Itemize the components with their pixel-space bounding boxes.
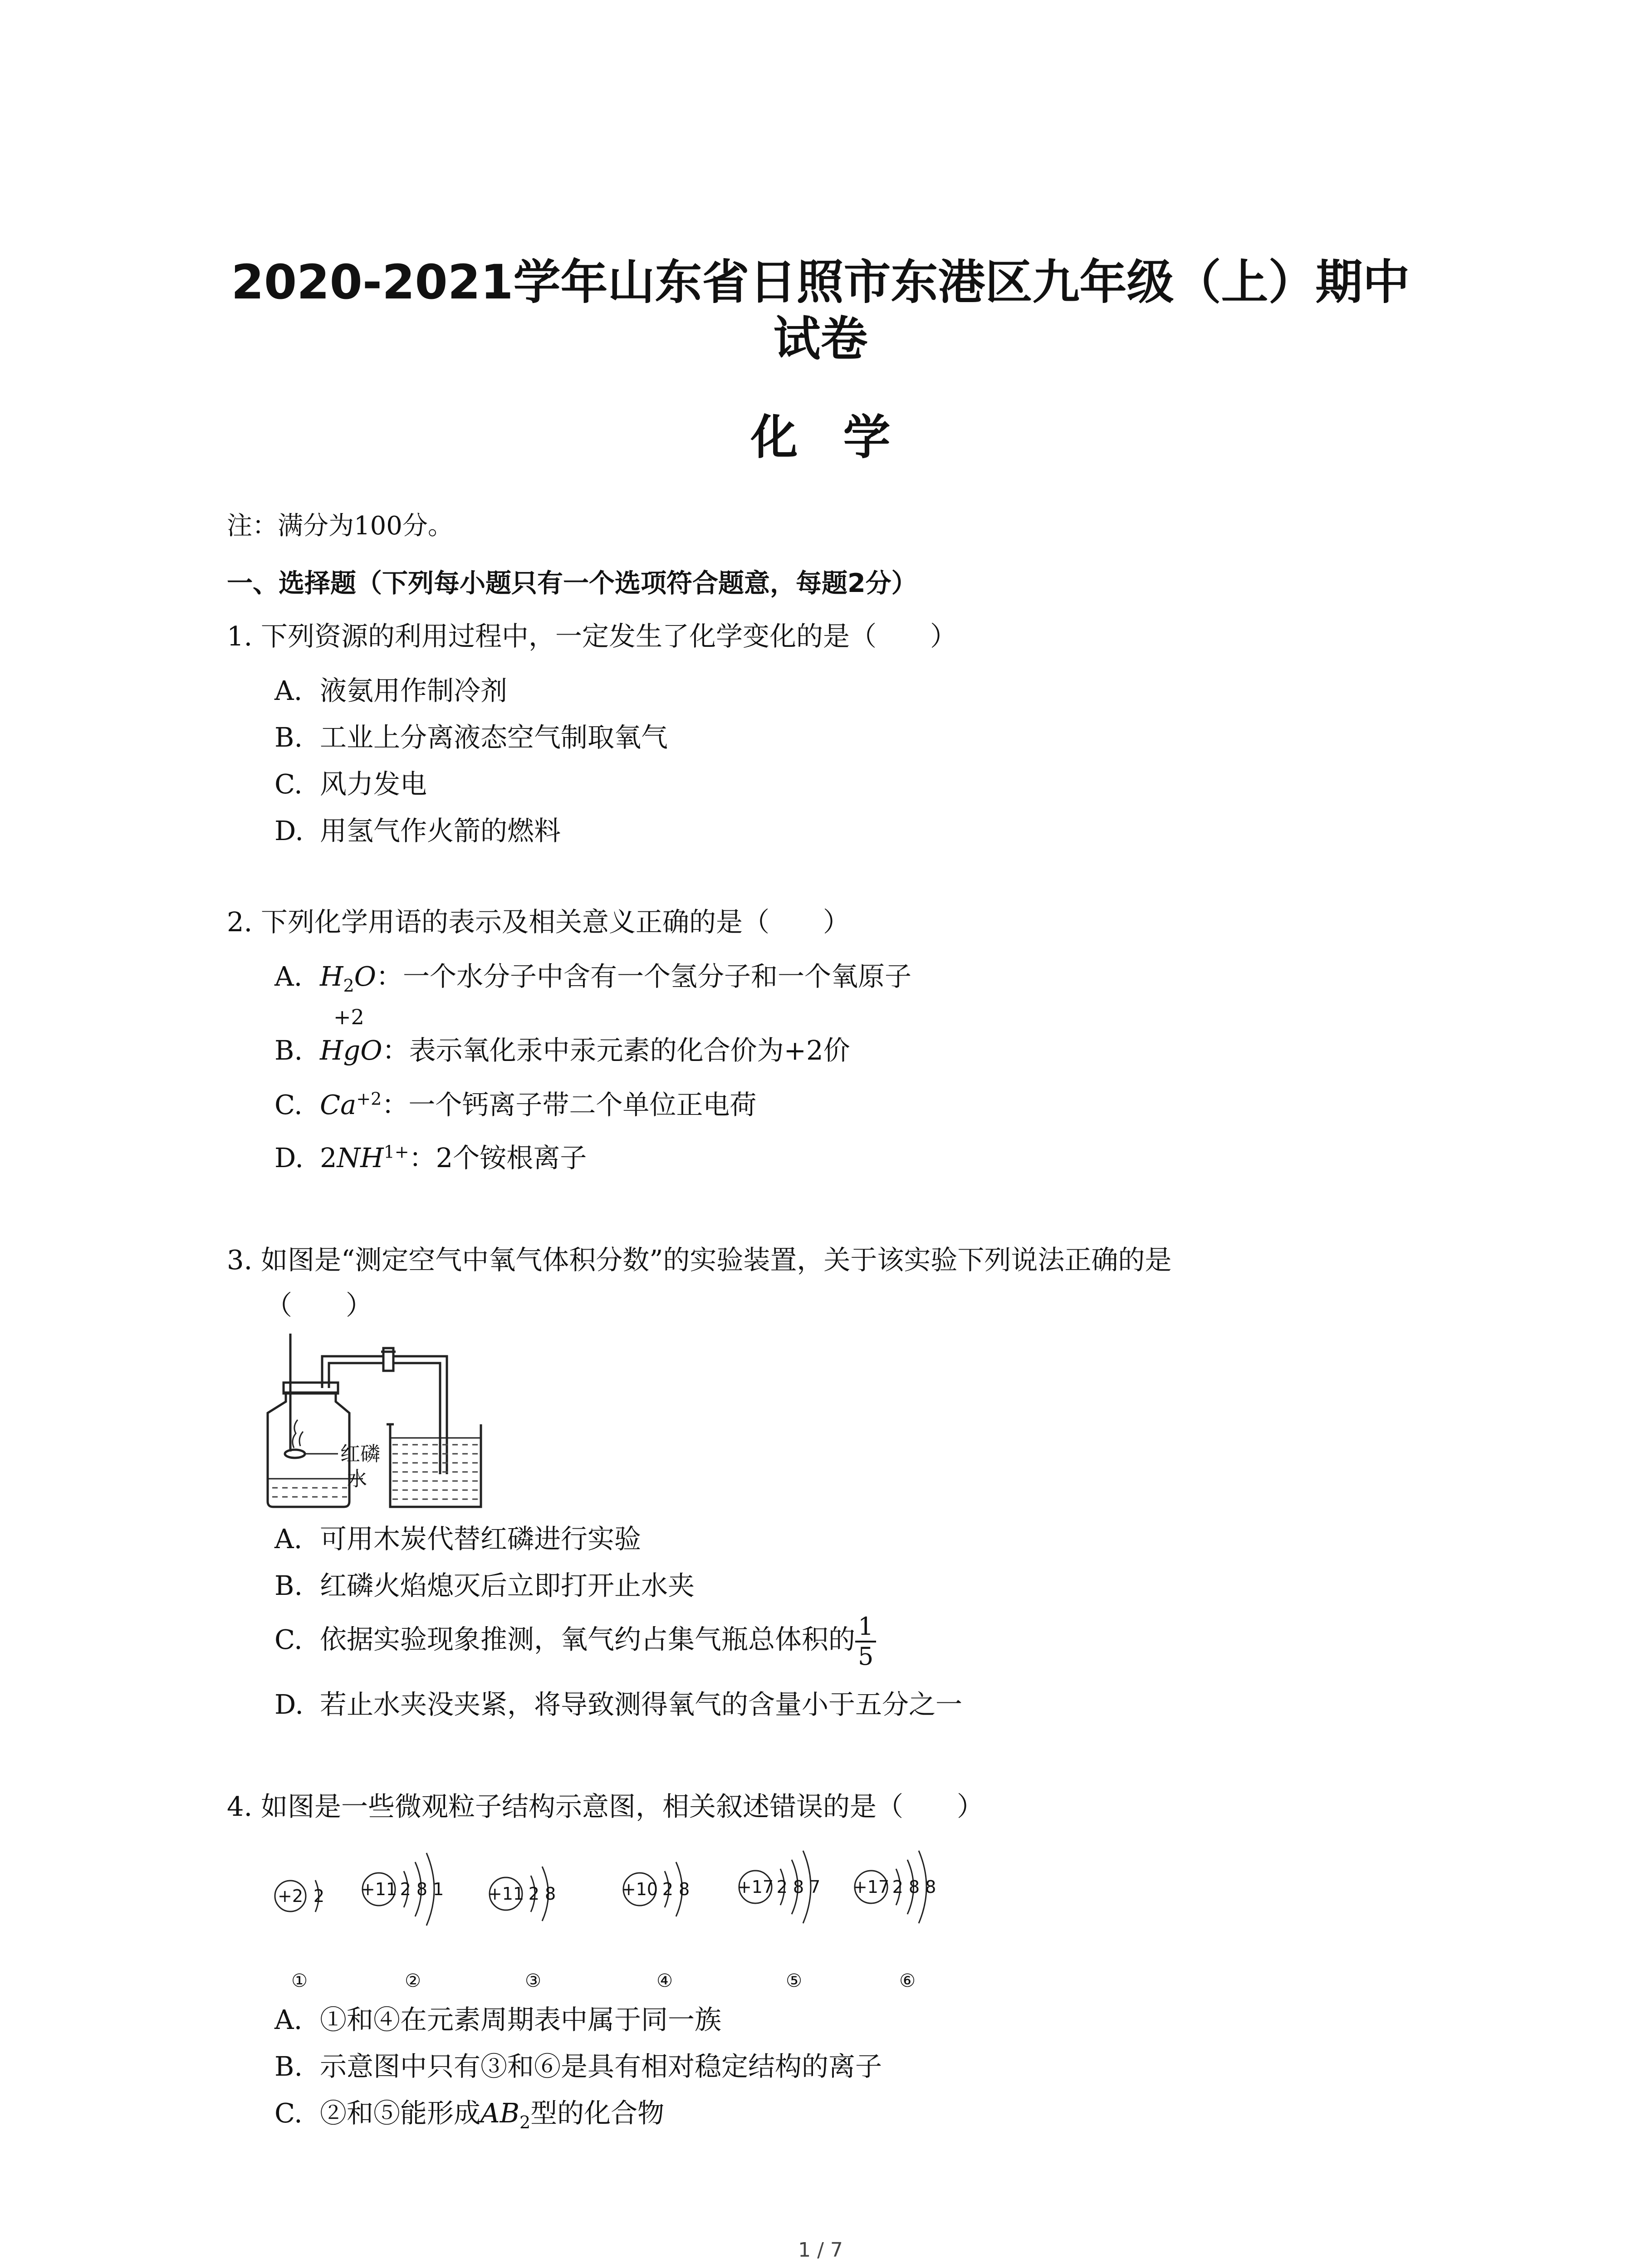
oxygen-apparatus-figure [245,1329,572,1510]
atom-6-label: ⑥ [899,1970,916,1991]
atom-4-label: ④ [656,1970,673,1991]
q2-option-c: C. $Ca^{+2}$：一个钙离子带二个单位正电荷 [274,1089,757,1120]
atom-3-nucleus: +11 [487,1884,524,1904]
q2-valence-mark: +2 [333,1005,364,1029]
atom-1-label: ① [291,1970,308,1991]
atom-1-nucleus: +2 [277,1886,304,1906]
atom-6-electrons: 2 8 8 [892,1877,936,1897]
score-note: 注：满分为100分。 [227,511,453,541]
question-3-stem-cont: （ ） [265,1290,373,1321]
label-red-phosphorus: 红磷 [340,1442,380,1466]
atom-5-nucleus: +17 [737,1877,774,1897]
q2-option-a: A. $H_2O$：一个水分子中含有一个氢分子和一个氧原子 [274,961,912,996]
atom-4-electrons: 2 8 [662,1879,690,1899]
atom-5-electrons: 2 8 7 [776,1877,821,1897]
label-water: 水 [347,1467,367,1491]
doc-title-line1: 2020-2021学年山东省日照市东港区九年级（上）期中 [231,254,1410,310]
atom-3-label: ③ [525,1970,541,1991]
atom-5-label: ⑤ [786,1970,802,1991]
page-number: 1 / 7 [798,2239,843,2262]
atom-structure-figure [254,1842,980,1991]
q2-option-d: D. $2NH^{1+}$：2个铵根离子 [274,1142,587,1173]
atom-4-nucleus: +10 [621,1879,658,1899]
q4-option-b: B. 示意图中只有③和⑥是具有相对稳定结构的离子 [274,2051,882,2082]
q1-option-b: B. 工业上分离液态空气制取氧气 [274,722,668,753]
question-1-stem: 1. 下列资源的利用过程中，一定发生了化学变化的是（ ） [227,621,957,652]
section-heading: 一、选择题（下列每小题只有一个选项符合题意，每题2分） [227,568,917,598]
question-4-stem: 4. 如图是一些微观粒子结构示意图，相关叙述错误的是（ ） [227,1791,984,1822]
q1-option-a: A. 液氨用作制冷剂 [274,675,508,706]
subject-title: 化学 [750,410,936,465]
q3-option-b: B. 红磷火焰熄灭后立即打开止水夹 [274,1570,695,1601]
q3-option-a: A. 可用木炭代替红磷进行实验 [274,1523,642,1554]
atom-2-nucleus: +11 [360,1879,397,1899]
doc-title-line2: 试卷 [773,311,868,367]
q1-option-c: C. 风力发电 [274,768,427,800]
q4-option-a: A. ①和④在元素周期表中属于同一族 [274,2004,722,2035]
question-3-stem: 3. 如图是“测定空气中氧气体积分数”的实验装置，关于该实验下列说法正确的是 [227,1244,1172,1276]
q4-option-c: C. ②和⑤能形成$AB_2$型的化合物 [274,2097,665,2132]
q3-option-d: D. 若止水夹没夹紧，将导致测得氧气的含量小于五分之一 [274,1689,963,1720]
question-2-stem: 2. 下列化学用语的表示及相关意义正确的是（ ） [227,906,850,938]
fraction-one-fifth: $\frac{1}{5}$ [855,1613,876,1671]
q2-option-b: B. HgO：表示氧化汞中汞元素的化合价为+2价 [274,1035,850,1066]
q3-option-c: C. 依据实验现象推测，氧气约占集气瓶总体积的 $\frac{1}{5}$ [274,1613,876,1671]
q1-option-d: D. 用氢气作火箭的燃料 [274,815,561,846]
atom-1-electrons: 2 [313,1886,325,1906]
atom-3-electrons: 2 8 [528,1884,556,1904]
atom-6-nucleus: +17 [852,1877,890,1897]
atom-2-electrons: 2 8 1 [400,1879,444,1899]
atom-2-label: ② [405,1970,421,1991]
